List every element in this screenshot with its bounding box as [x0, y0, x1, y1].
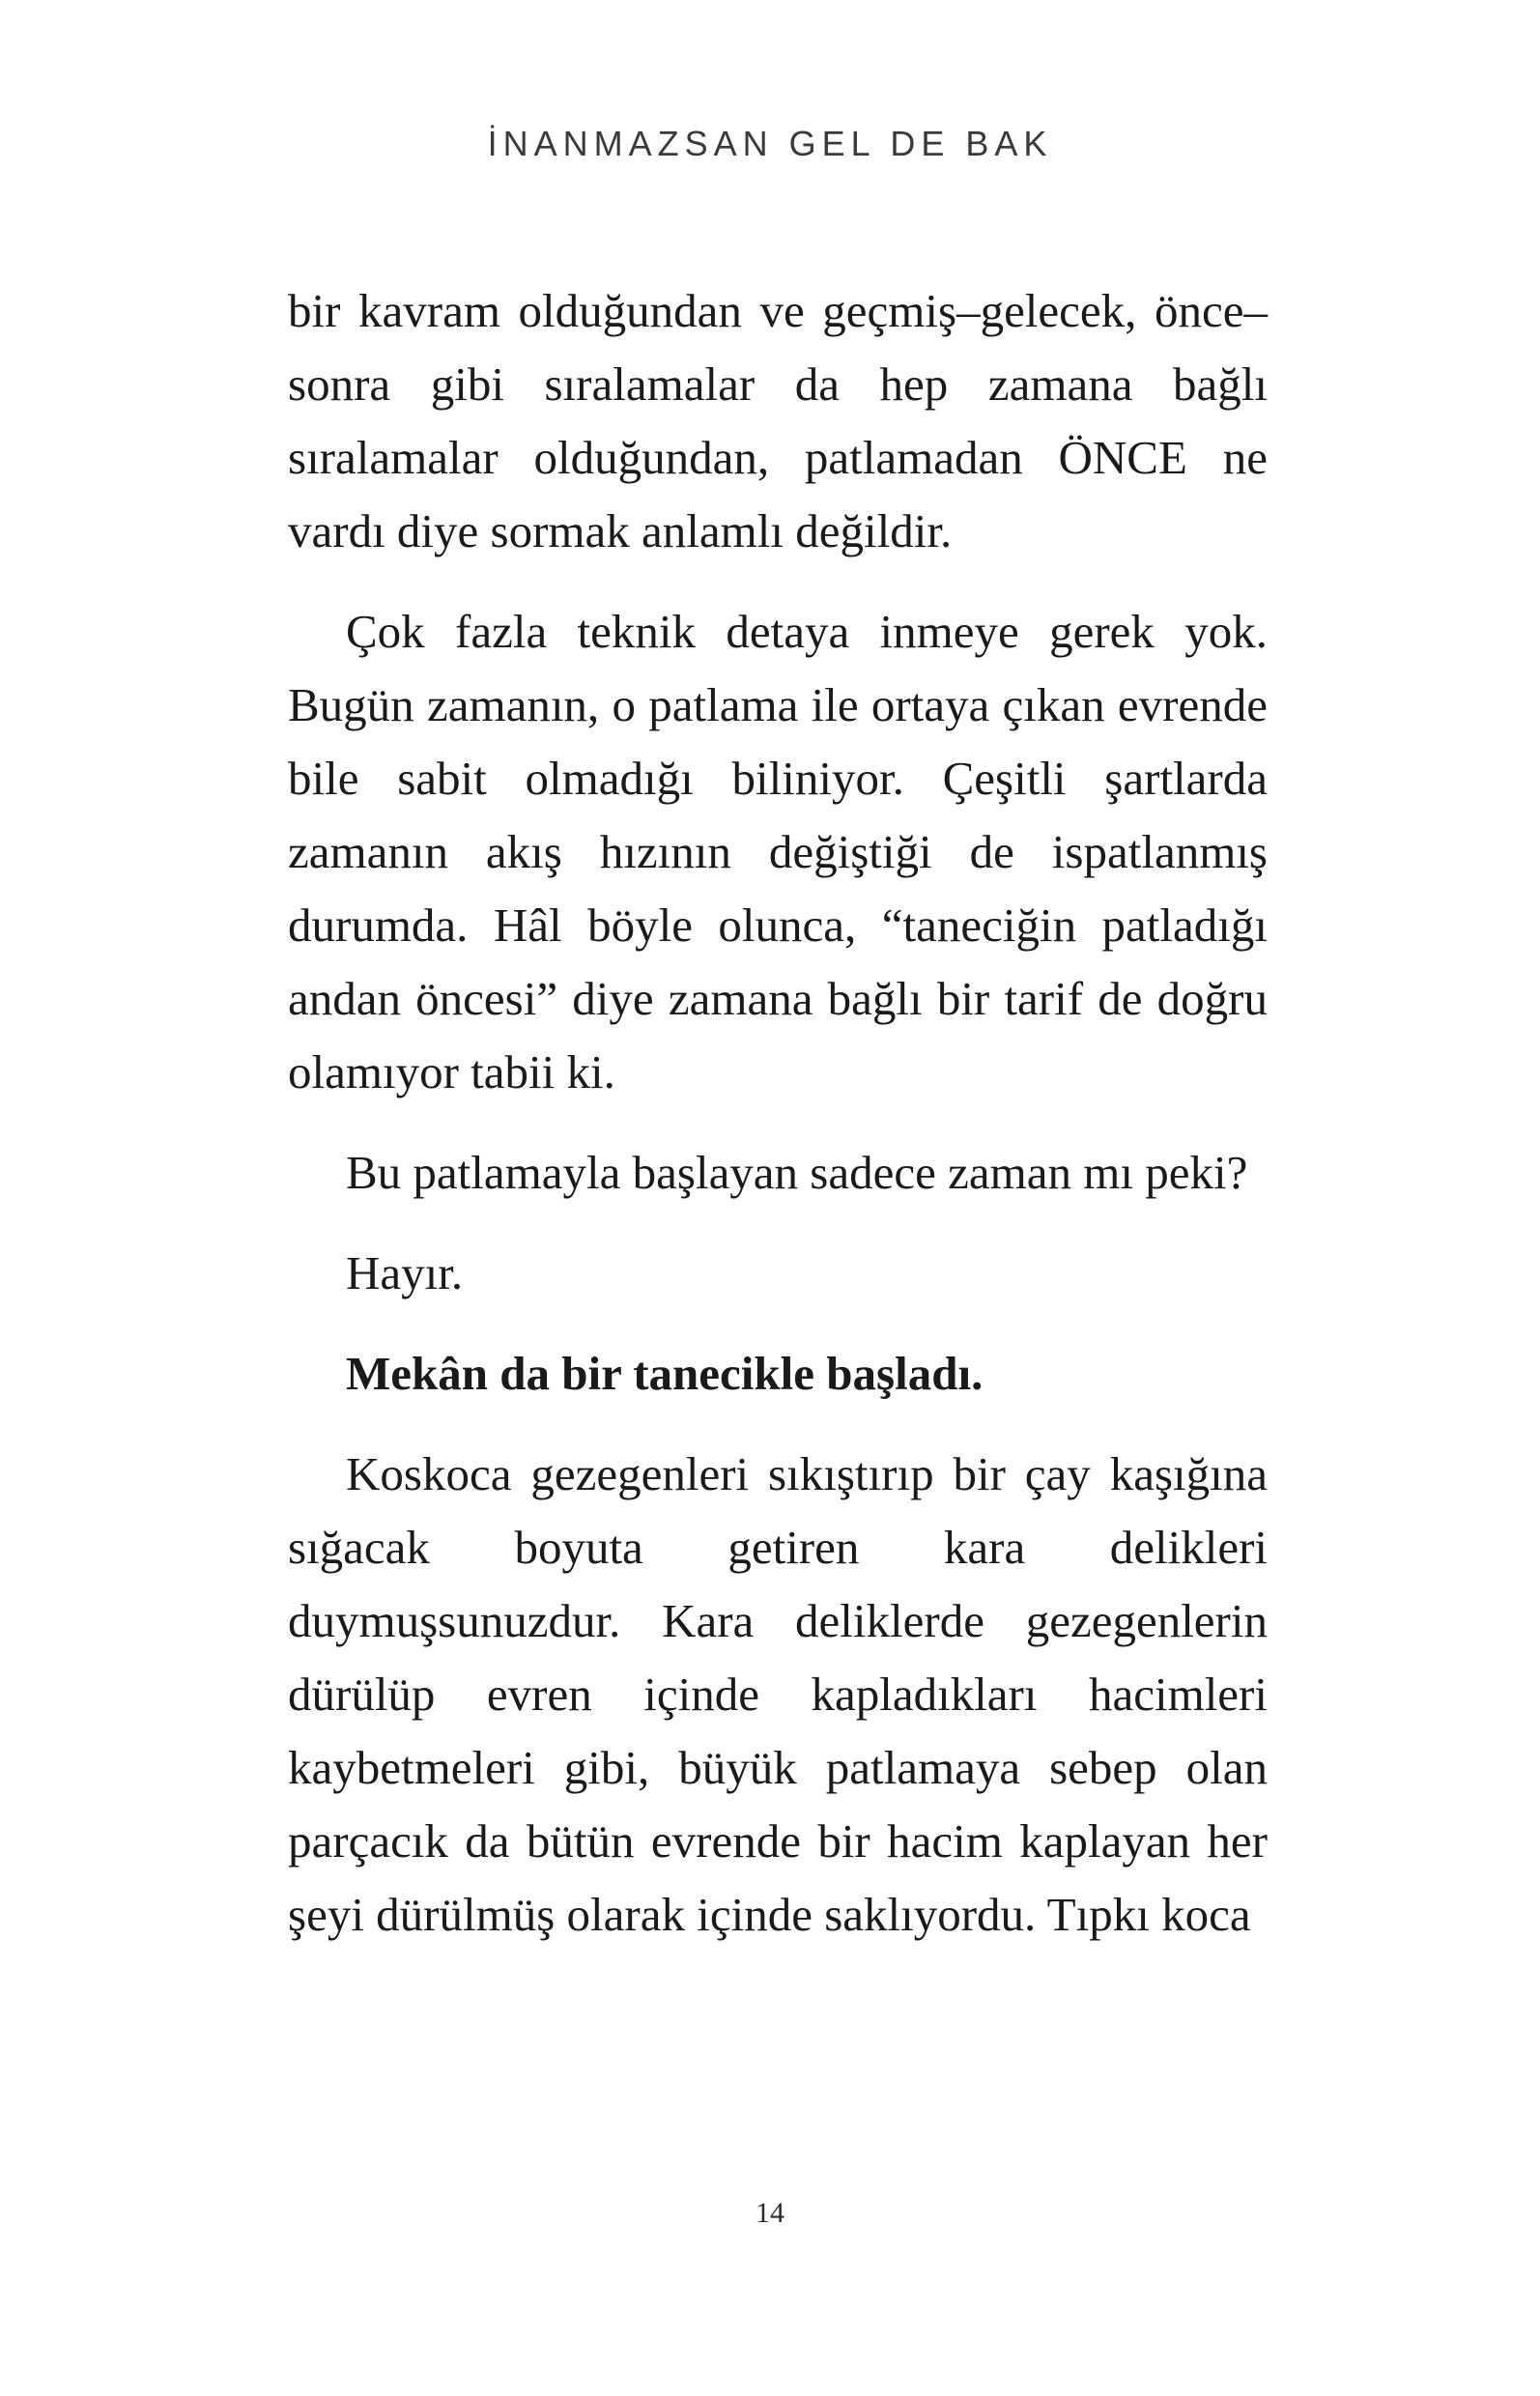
paragraph-time-detail: Çok fazla teknik detaya inmeye gerek yok. Bugün zamanın, o patlama ile ortaya çıkan evrende bile sabit olmadığı biliniyor. Çeşitli şartlarda zamanın akış hızının değiştiği de ispatlanmış durumda. Hâl böyle olunca, “taneciğin patladığı andan öncesi” diye zamana bağlı bir tarif de doğru olamıyor tabii ki. — [288, 605, 1268, 1098]
page-number: 14 — [756, 2197, 784, 2229]
paragraph-question: Bu patlamayla başlayan sadece zaman mı peki? — [346, 1146, 1248, 1199]
running-header: İNANMAZSAN GEL DE BAK — [487, 124, 1053, 163]
paragraph-bold-statement: Mekân da bir tanecikle başladı. — [346, 1347, 984, 1400]
body-text — [288, 274, 1268, 1952]
paragraph-continuation: bir kavram olduğundan ve geçmiş–gelecek, önce–sonra gibi sıralamalar da hep zamana bağlı sıralamalar olduğundan, patlamadan ÖNCE ne vardı diye sormak anlamlı değildir. — [288, 284, 1268, 557]
paragraph-black-holes: Koskoca gezegenleri sıkıştırıp bir çay kaşığına sığacak boyuta getiren kara delikleri duymuşsunuzdur. Kara deliklerde gezegenlerin dürülüp evren içinde kapladıkları hacimleri kaybetmeleri gibi, büyük patlamaya sebep olan parçacık da bütün evrende bir hacim kaplayan her şeyi dürülmüş olarak içinde saklıyordu. Tıpkı koca — [288, 1447, 1268, 1941]
paragraph-answer: Hayır. — [346, 1246, 464, 1299]
